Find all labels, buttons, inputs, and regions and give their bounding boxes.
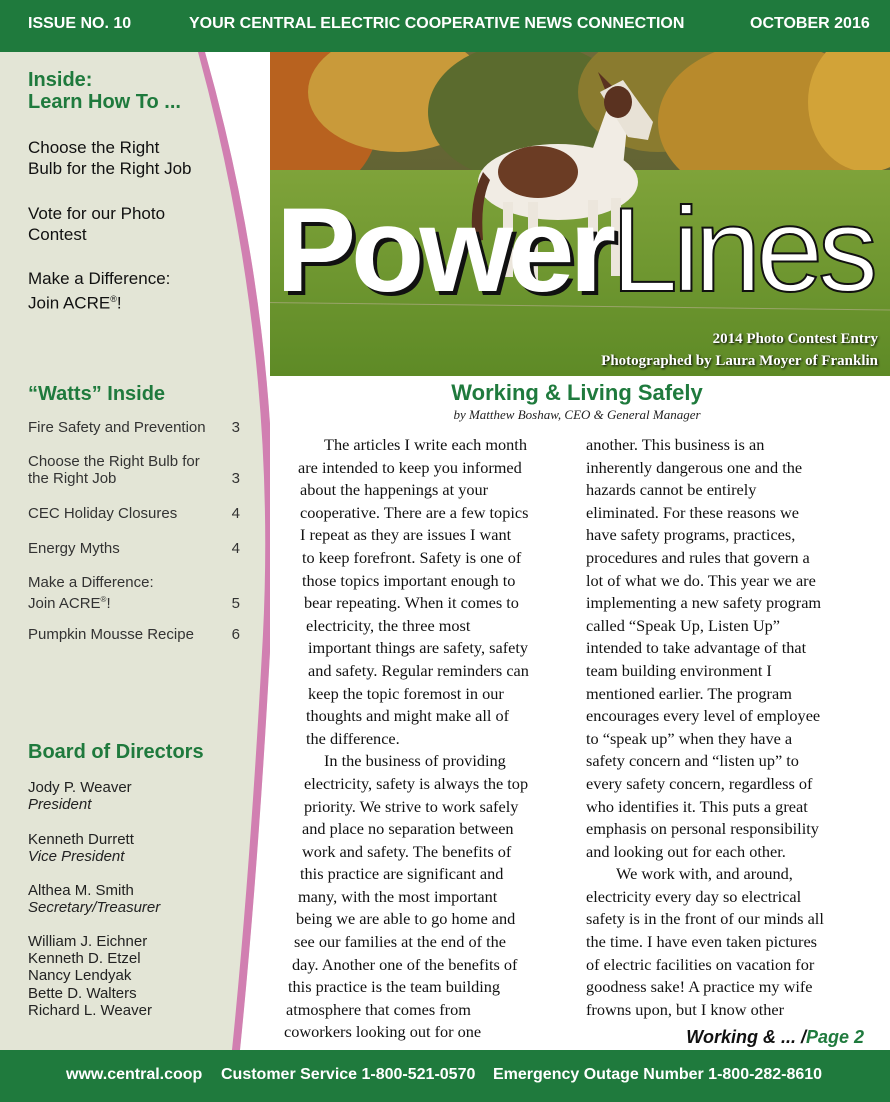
director-name: William J. Eichner bbox=[28, 933, 148, 950]
article-line: this practice are significant and bbox=[300, 864, 504, 884]
director-name: Bette D. Walters bbox=[28, 984, 137, 1002]
article-line: every safety concern, regardless of bbox=[586, 773, 813, 793]
inside-subtitle: Learn How To ... bbox=[28, 91, 181, 113]
article-line: and looking out for each other. bbox=[586, 841, 786, 861]
toc-item[interactable]: Pumpkin Mousse Recipe 6 bbox=[28, 626, 240, 643]
article-line: encourages every level of employee bbox=[586, 706, 821, 726]
article-line: coworkers looking out for one bbox=[284, 1022, 482, 1042]
header-tagline: YOUR CENTRAL ELECTRIC COOPERATIVE NEWS CONNECTION bbox=[189, 15, 685, 32]
article-line: team building environment I bbox=[586, 660, 772, 680]
article-column-2 bbox=[586, 434, 876, 1021]
continued-page: Page 2 bbox=[805, 1027, 864, 1047]
photo-caption-title: 2014 Photo Contest Entry bbox=[712, 331, 878, 347]
article-line: those topics important enough to bbox=[302, 570, 516, 590]
board-officer: Jody P. Weaver President bbox=[28, 779, 132, 813]
issue-number: ISSUE NO. 10 bbox=[28, 15, 132, 32]
director-name: Kenneth D. Etzel bbox=[28, 950, 141, 968]
article-line: electricity, the three most bbox=[306, 615, 471, 635]
toc-page-number: 6 bbox=[231, 626, 240, 643]
toc-item[interactable]: Energy Myths 4 bbox=[28, 540, 240, 557]
article-line: eliminated. For these reasons we bbox=[586, 502, 799, 522]
footer-website-link[interactable]: www.central.coop bbox=[66, 1066, 203, 1083]
article-line: lot of what we do. This year we are bbox=[586, 570, 816, 590]
article-column-1 bbox=[284, 434, 574, 1044]
article-line: We work with, and around, bbox=[616, 864, 793, 884]
masthead-lines: Lines bbox=[611, 183, 873, 317]
article-byline: by Matthew Boshaw, CEO & General Manager bbox=[453, 407, 701, 422]
article-line: the difference. bbox=[306, 728, 400, 748]
toc-page-number: 3 bbox=[231, 419, 240, 436]
article-line: about the happenings at your bbox=[300, 480, 489, 500]
footer-outage-number: Emergency Outage Number 1-800-282-8610 bbox=[493, 1066, 823, 1083]
article-line: implementing a new safety program bbox=[586, 593, 822, 613]
toc-item[interactable]: CEC Holiday Closures 4 bbox=[28, 505, 240, 522]
article-line: I repeat as they are issues I want bbox=[300, 525, 512, 545]
article-line: see our families at the end of the bbox=[294, 932, 507, 952]
article-line: called “Speak Up, Listen Up” bbox=[586, 615, 780, 635]
article-line: electricity every day so electrical bbox=[586, 886, 802, 906]
sidebar-link-bulb[interactable]: Choose the Right Bulb for the Right Job bbox=[28, 138, 192, 178]
toc-page-number: 5 bbox=[231, 595, 240, 612]
article-line: procedures and rules that govern a bbox=[586, 547, 810, 567]
board-officer: Kenneth Durrett Vice President bbox=[28, 831, 134, 865]
continued-link[interactable]: Working & ... /Page 2 bbox=[686, 1027, 864, 1047]
article-line: to keep forefront. Safety is one of bbox=[302, 547, 522, 567]
article-line: hazards cannot be entirely bbox=[586, 480, 757, 500]
article-line: inherently dangerous one and the bbox=[586, 457, 803, 477]
article-line: and place no separation between bbox=[302, 819, 514, 839]
masthead-power: Power bbox=[276, 183, 612, 317]
article-line: intended to take advantage of that bbox=[586, 638, 807, 658]
article-line: priority. We strive to work safely bbox=[304, 796, 519, 816]
sidebar-link-acre[interactable]: Make a Difference: Join ACRE®! bbox=[28, 269, 171, 313]
director-name: Nancy Lendyak bbox=[28, 967, 132, 985]
toc-page-number: 4 bbox=[231, 505, 240, 522]
masthead-title bbox=[276, 183, 873, 317]
article-line: the time. I have even taken pictures bbox=[586, 932, 818, 952]
article-line: atmosphere that comes from bbox=[286, 999, 471, 1019]
issue-date: OCTOBER 2016 bbox=[750, 15, 870, 32]
article-line: goodness sake! A practice my wife bbox=[586, 977, 813, 997]
article-line: day. Another one of the benefits of bbox=[292, 954, 518, 974]
article-line: keep the topic foremost in our bbox=[308, 683, 504, 703]
article-line: have safety programs, practices, bbox=[586, 525, 796, 545]
article-line: many, with the most important bbox=[298, 886, 498, 906]
toc-item[interactable]: Fire Safety and Prevention 3 bbox=[28, 419, 240, 436]
article-line: electricity, safety is always the top bbox=[304, 773, 529, 793]
article-line: emphasis on personal responsibility bbox=[586, 819, 819, 839]
article-line: to “speak up” when they have a bbox=[586, 728, 793, 748]
footer-customer-service: Customer Service 1-800-521-0570 bbox=[221, 1066, 476, 1083]
article-line: mentioned earlier. The program bbox=[586, 683, 792, 703]
board-officer: Althea M. Smith Secretary/Treasurer bbox=[28, 882, 161, 916]
article-line: thoughts and might make all of bbox=[306, 706, 510, 726]
article-line: safety is in the front of our minds all bbox=[586, 909, 824, 929]
watts-inside-title: “Watts” Inside bbox=[28, 383, 166, 405]
article-line: of electric facilities on vacation for bbox=[586, 954, 815, 974]
board-title: Board of Directors bbox=[28, 741, 204, 763]
article-line: who identifies it. This puts a great bbox=[586, 796, 808, 816]
header-bar bbox=[0, 0, 890, 52]
article-line: important things are safety, safety bbox=[308, 638, 529, 658]
inside-title: Inside: bbox=[28, 69, 93, 91]
board-directors-list bbox=[28, 933, 152, 1019]
director-name: Richard L. Weaver bbox=[28, 1001, 152, 1019]
sidebar-link-photo-contest[interactable]: Vote for our Photo Contest bbox=[28, 204, 166, 244]
footer-bar bbox=[0, 1050, 890, 1102]
article-line: safety concern and “listen up” to bbox=[586, 751, 799, 771]
toc-item[interactable]: Make a Difference: Join ACRE®! 5 bbox=[28, 574, 240, 612]
article-line: work and safety. The benefits of bbox=[302, 841, 512, 861]
article-line: this practice is the team building bbox=[288, 977, 501, 997]
toc-page-number: 4 bbox=[231, 540, 240, 557]
article-line: another. This business is an bbox=[586, 435, 765, 454]
article-line: In the business of providing bbox=[324, 751, 506, 771]
photo-caption-credit: Photographed by Laura Moyer of Franklin bbox=[601, 353, 878, 369]
article-line: The articles I write each month bbox=[324, 435, 527, 454]
article-line: cooperative. There are a few topics bbox=[300, 502, 529, 522]
article-line: being we are able to go home and bbox=[296, 909, 516, 929]
article-line: and safety. Regular reminders can bbox=[308, 660, 529, 680]
article-line: bear repeating. When it comes to bbox=[304, 593, 519, 613]
article-line: frowns upon, but I know other bbox=[586, 999, 785, 1019]
toc-item[interactable]: Choose the Right Bulb for the Right Job 3 bbox=[28, 453, 240, 487]
article-title: Working & Living Safely bbox=[451, 380, 703, 405]
toc-page-number: 3 bbox=[231, 470, 240, 487]
article-line: are intended to keep you informed bbox=[298, 457, 522, 477]
